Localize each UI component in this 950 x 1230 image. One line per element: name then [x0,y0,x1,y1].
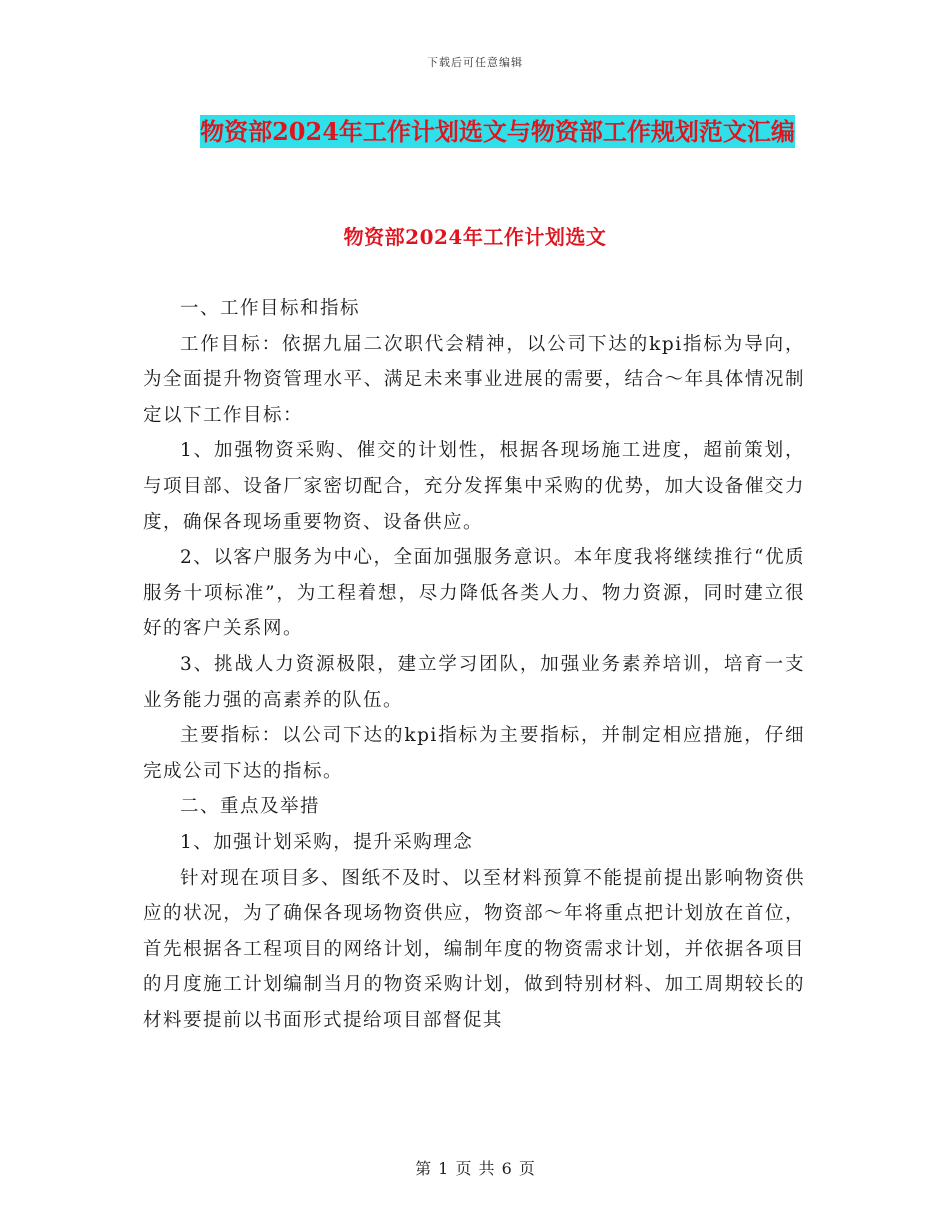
paragraph-goal-1: 1、加强物资采购、催交的计划性，根据各现场施工进度，超前策划，与项目部、设备厂家密切配合，充分发挥集中采购的优势，加大设备催交力度，确保各现场重要物资、设备供应。 [143,440,805,533]
header-note: 下载后可任意编辑 [427,56,523,69]
document-body [143,291,805,1038]
heading-goals-and-indicators: 一、工作目标和指标 [180,298,361,319]
paragraph-main-indicators: 主要指标：以公司下达的kpi指标为主要指标，并制定相应措施，仔细完成公司下达的指标。 [143,725,805,782]
paragraph-procurement-details: 针对现在项目多、图纸不及时、以至材料预算不能提前提出影响物资供应的状况，为了确保各现场物资供应，物资部～年将重点把计划放在首位，首先根据各工程项目的网络计划，编制年度的物资需求计划，并依据各项目的月度施工计划编制当月的物资采购计划，做到特别材料、加工周期较长的材料要提前以书面形式提给项目部督促其 [143,867,805,1031]
paragraph-goal-2: 2、以客户服务为中心，全面加强服务意识。本年度我将继续推行“优质服务十项标准”，为工程着想，尽力降低各类人力、物力资源，同时建立很好的客户关系网。 [143,547,805,640]
subheading-planned-procurement: 1、加强计划采购，提升采购理念 [180,831,474,853]
page-number-footer: 第 1 页 共 6 页 [415,1159,535,1178]
document-title-highlight: 物资部2024年工作计划选文与物资部工作规划范文汇编 [200,117,795,146]
document-title [185,110,810,154]
heading-key-measures: 二、重点及举措 [180,796,321,818]
section-title: 物资部2024年工作计划选文 [343,225,607,249]
paragraph-work-goals: 工作目标：依据九届二次职代会精神，以公司下达的kpi指标为导向，为全面提升物资管理水平、满足未来事业进展的需要，结合～年具体情况制定以下工作目标： [143,333,805,426]
paragraph-goal-3: 3、挑战人力资源极限，建立学习团队，加强业务素养培训，培育一支业务能力强的高素养的队伍。 [143,653,805,711]
